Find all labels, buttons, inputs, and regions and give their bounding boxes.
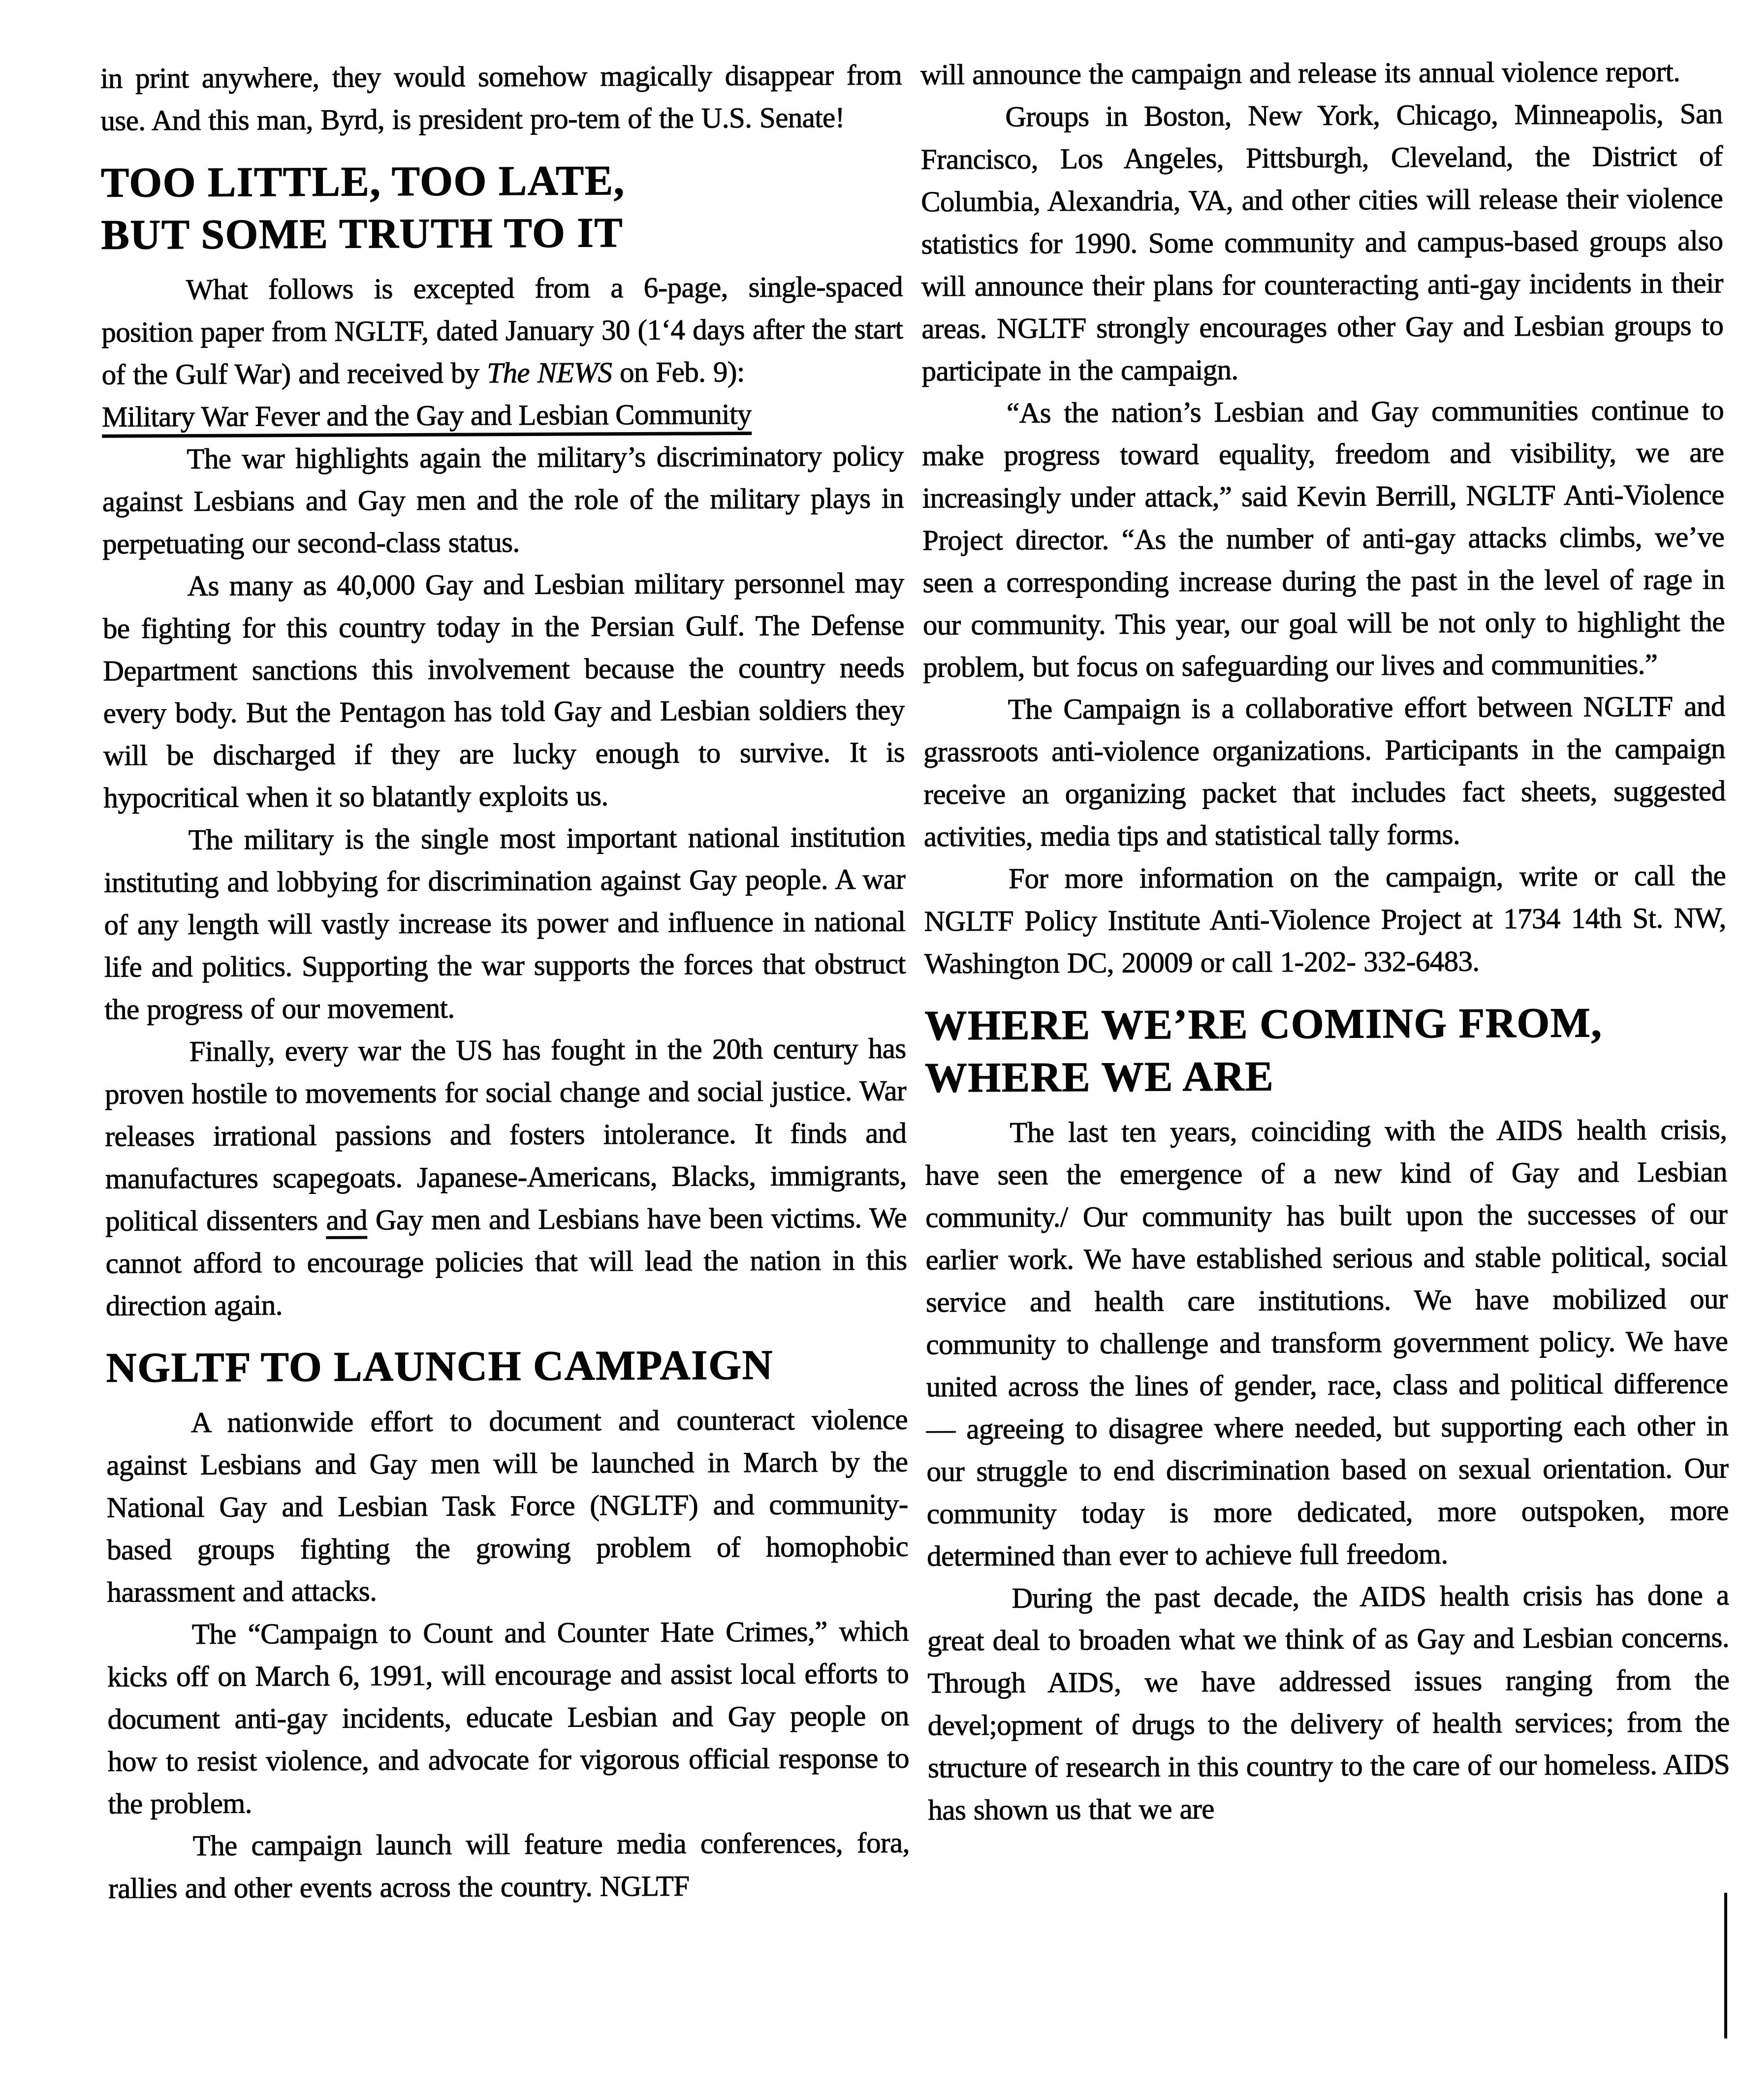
paragraph-segment: What follows is excepted from a 6-page, single-spaced position paper from NGLTF, dated January 30 (1‘4 days after the start of the Gulf War) and received by bbox=[101, 270, 903, 391]
heading-line: TOO LITTLE, TOO LATE, bbox=[100, 157, 625, 206]
paragraph-campaign-launch: The campaign launch will feature media conferences, fora, rallies and other events across the country. NGLTF bbox=[108, 1826, 910, 1905]
paragraph-collaborative-effort: The Campaign is a collaborative effort between NGLTF and grassroots anti-violence organizations. Participants in the campaign receive an organizing packet that includes fact sheets, suggested activities, media tips and statistical tally forms. bbox=[923, 690, 1726, 853]
paragraph-nationwide-effort: A nationwide effort to document and counteract violence against Lesbians and Gay men will be launched in March by the National Gay and Lesbian Task Force (NGLTF) and community-based groups fighting the growing problem of homophobic harassment and attacks. bbox=[106, 1403, 909, 1608]
scan-artifact-line bbox=[1724, 1893, 1727, 2038]
heading-line: BUT SOME TRUTH TO IT bbox=[101, 209, 624, 258]
paragraph-byrd-intro: in print anywhere, they would somehow magically disappear from use. And this man, Byrd, is president pro-tem of the U.S. Senate! bbox=[100, 58, 902, 137]
paragraph-segment: on Feb. 9): bbox=[612, 355, 745, 389]
paragraph-military-personnel: As many as 40,000 Gay and Lesbian military personnel may be fighting for this country today in the Persian Gulf. The Defense Department sanctions this involvement because the country needs every body. But the Pentagon has told Gay and Lesbian soldiers they will be discharged if they are lucky enough to survive. It is hypocritical when it so blatantly exploits us. bbox=[102, 566, 905, 814]
paragraph-military-institution: The military is the single most important national institution instituting and lobbying for discrimination against Gay people. A war of any length will vastly increase its power and influence in national life and politics. Supporting the war supports the forces that obstruct the progress of our movement. bbox=[104, 820, 906, 1026]
paragraph-campaign-count-counter: The “Campaign to Count and Counter Hate Crimes,” which kicks off on March 6, 1991, will encourage and assist local efforts to document anti-gay incidents, educate Lesbian and Gay people on how to resist violence, and advocate for vigorous official response to the problem. bbox=[107, 1614, 910, 1820]
paragraph-position-paper-note bbox=[101, 265, 903, 396]
right-column bbox=[920, 50, 1730, 1906]
left-column bbox=[100, 54, 910, 1910]
paragraph-announce-report: will announce the campaign and release its annual violence report. bbox=[920, 55, 1680, 91]
paragraph-segment: Finally, every war the US has fought in the 20th century has proven hostile to movements for social change and social justice. War releases irrational passions and fosters intolerance. It finds and manufactures scapegoats. Japanese-Americans, Blacks, immigrants, political dissenters bbox=[104, 1032, 907, 1237]
heading-too-little-too-late bbox=[101, 153, 903, 261]
underlined-word-and: and bbox=[326, 1203, 367, 1239]
paragraph-city-groups: Groups in Boston, New York, Chicago, Minneapolis, San Francisco, Los Angeles, Pittsburgh, Cleveland, the District of Columbia, Alexandria, VA, and other cities will release their violence statistics for 1990. Some community and campus-based groups also will announce their plans for counteracting anti-gay incidents in their areas. NGLTF strongly encourages other Gay and Lesbian groups to participate in the campaign. bbox=[920, 97, 1724, 387]
paragraph-last-ten-years: The last ten years, coinciding with the AIDS health crisis, have seen the emergence of a new kind of Gay and Lesbian community./ Our community has built upon the successes of our earlier work. We have established serious and stable political, social service and health care institutions. We have mobilized our community to challenge and transform government policy. We have united across the lines of gender, race, class and political difference — agreeing to disagree where needed, but supporting each other in our struggle to end discrimination based on sexual orientation. Our community today is more dedicated, more outspoken, more determined than ever to achieve full freedom. bbox=[925, 1113, 1729, 1572]
heading-line: WHERE WE ARE bbox=[924, 1052, 1274, 1101]
newsletter-name-italic: The NEWS bbox=[487, 356, 612, 389]
paragraph-war-highlights: The war highlights again the military’s discriminatory policy against Lesbians and Gay men and the role of the military plays in perpetuating our second-class status. bbox=[102, 439, 904, 560]
underlined-subheading-text: Military War Fever and the Gay and Lesbian Community bbox=[102, 398, 752, 438]
subheading-military-war-fever bbox=[102, 392, 903, 438]
heading-ngltf-campaign: NGLTF TO LAUNCH CAMPAIGN bbox=[106, 1341, 774, 1391]
paragraph-past-decade-aids: During the past decade, the AIDS health crisis has done a great deal to broaden what we think of as Gay and Lesbian concerns. Through AIDS, we have addressed issues ranging from the devel;opment of drugs to the delivery of health services; from the structure of research in this country to the care of our homeless. AIDS has shown us that we are bbox=[927, 1578, 1730, 1826]
paragraph-berrill-quote: “As the nation’s Lesbian and Gay communities continue to make progress toward equality, freedom and visibility, we are increasingly under attack,” said Kevin Berrill, NGLTF Anti-Violence Project director. “As the number of anti-gay attacks climbs, we’ve seen a corresponding increase during the past in the level of rage in our community. This year, our goal will be not only to highlight the problem, but focus on safeguarding our lives and communities.” bbox=[922, 393, 1725, 684]
heading-line: WHERE WE’RE COMING FROM, bbox=[924, 999, 1603, 1049]
paragraph-more-information: For more information on the campaign, write or call the NGLTF Policy Institute Anti-Violence Project at 1734 14th St. NW, Washington DC, 20009 or call 1-202- 332-6483. bbox=[924, 859, 1726, 980]
heading-where-were-coming-from bbox=[924, 996, 1727, 1103]
paragraph-finally-every-war bbox=[104, 1027, 907, 1327]
paragraph-segment: Gay men and Lesbians have been victims. We cannot afford to encourage policies that will lead the nation in this direction again. bbox=[105, 1201, 907, 1322]
